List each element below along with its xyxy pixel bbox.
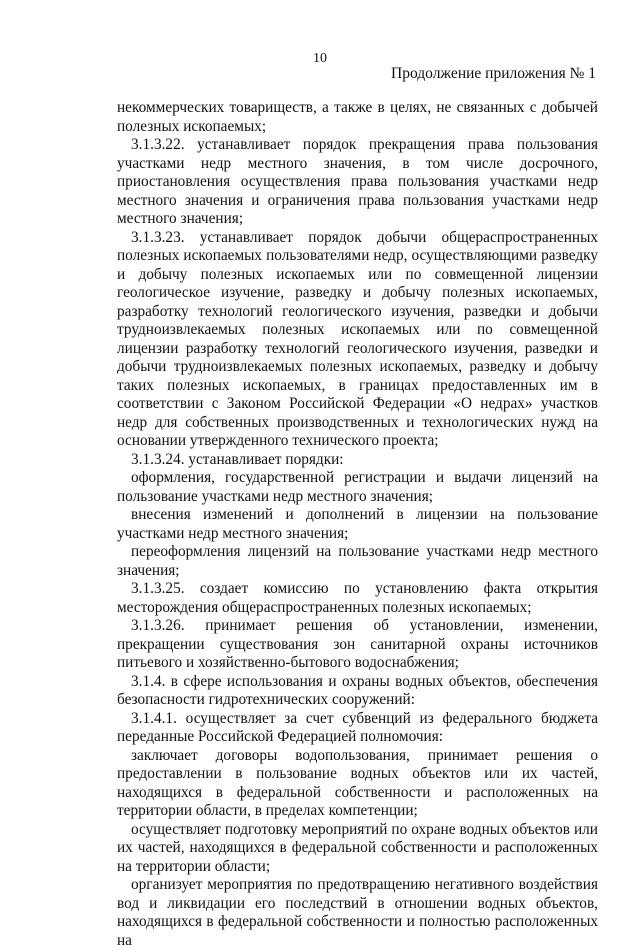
paragraph: 3.1.3.22. устанавливает порядок прекращения права пользования участками недр местного значения, в том числе досрочного, приостановления осуществления права пользования участками недр местного значения и ограничения права пользования участками недр местного значения; [117, 136, 598, 227]
appendix-continuation-note: Продолжение приложения № 1 [391, 65, 596, 82]
paragraph: 3.1.3.26. принимает решения об установлении, изменении, прекращении существования зон санитарной охраны источников питьевого и хозяйственно-бытового водоснабжения; [117, 617, 598, 671]
paragraph: 3.1.3.23. устанавливает порядок добычи общераспространенных полезных ископаемых пользователями недр, осуществляющими разведку и добычу полезных ископаемых или по совмещенной лицензии геологическое изучение, разведку и добычу полезных ископаемых, разработку технологий геологического изучения, разведки и добычи трудноизвлекаемых полезных ископаемых или по совмещенной лицензии разработку технологий геологического изучения, разведки и добычи трудноизвлекаемых полезных ископаемых, разведку и добычу таких полезных ископаемых, в границах предоставленных им в соответствии с Законом Российской Федерации «О недрах» участков недр для собственных производственных и технологических нужд на основании утвержденного технического проекта; [117, 228, 598, 449]
paragraph: некоммерческих товариществ, а также в целях, не связанных с добычей полезных ископаемых; [117, 99, 598, 135]
paragraph: осуществляет подготовку мероприятий по охране водных объектов или их частей, находящихся в федеральной собственности и расположенных на территории области; [117, 820, 598, 875]
paragraph: 3.1.4. в сфере использования и охраны водных объектов, обеспечения безопасности гидротехнических сооружений: [117, 672, 598, 708]
paragraph: 3.1.3.24. устанавливает порядки: [131, 450, 344, 468]
paragraph: 3.1.3.25. создает комиссию по установлению факта открытия месторождения общераспространенных полезных ископаемых; [117, 580, 598, 616]
paragraph: оформления, государственной регистрации и выдачи лицензий на пользование участками недр местного значения; [117, 469, 598, 505]
paragraph: внесения изменений и дополнений в лицензии на пользование участками недр местного значения; [117, 506, 598, 542]
page-number: 10 [313, 51, 327, 66]
paragraph: организует мероприятия по предотвращению негативного воздействия вод и ликвидации его последствий в отношении водных объектов, находящихся в федеральной собственности и полностью расположенных на [117, 876, 598, 949]
paragraph: 3.1.4.1. осуществляет за счет субвенций из федерального бюджета переданные Российской Федерацией полномочия: [117, 709, 598, 745]
document-body [117, 99, 598, 950]
paragraph: заключает договоры водопользования, принимает решения о предоставлении в пользование водных объектов или их частей, находящихся в федеральной собственности и расположенных на территории области, в пределах компетенции; [117, 746, 598, 819]
paragraph: переоформления лицензий на пользование участками недр местного значения; [117, 543, 598, 579]
